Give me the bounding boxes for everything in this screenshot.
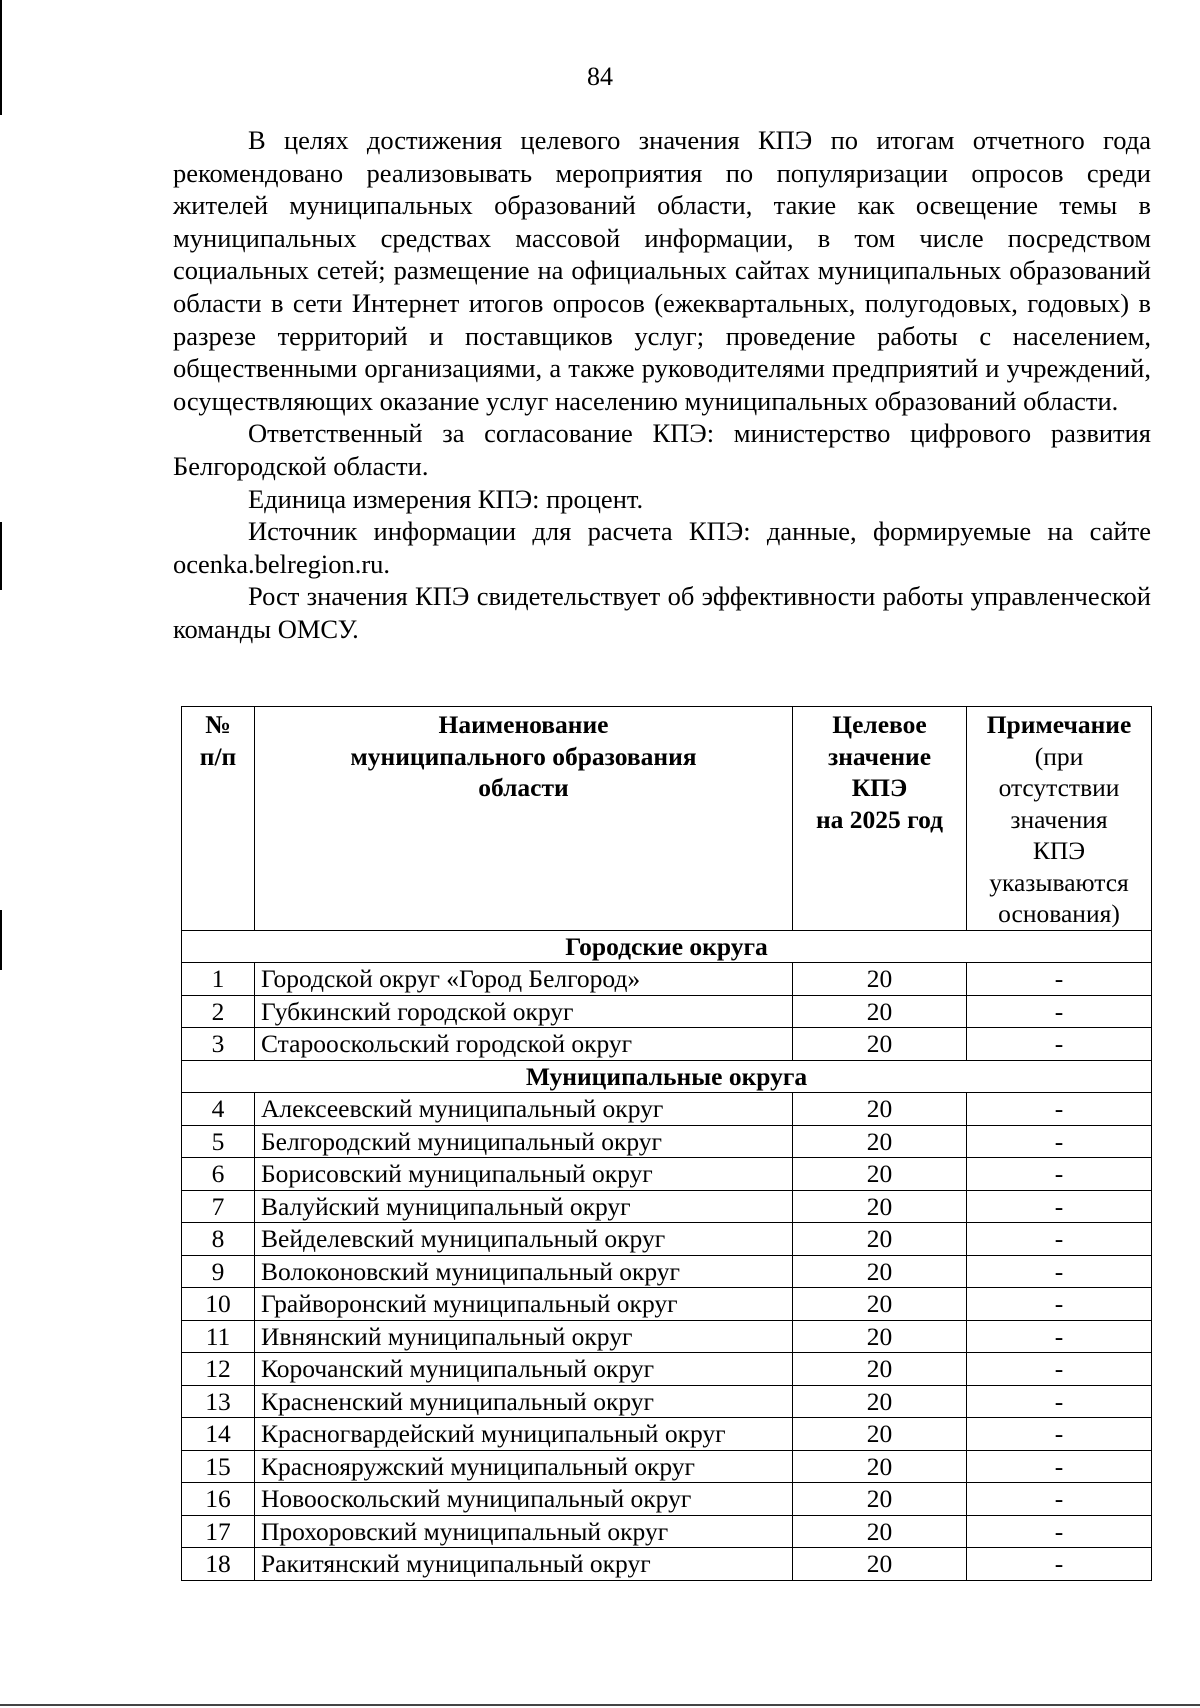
scan-edge-mark bbox=[0, 522, 2, 590]
row-note: - bbox=[967, 1093, 1152, 1126]
table-section-row bbox=[182, 1060, 1152, 1093]
table-row bbox=[182, 1190, 1152, 1223]
table-row bbox=[182, 1483, 1152, 1516]
table-row bbox=[182, 1028, 1152, 1061]
row-note: - bbox=[967, 1158, 1152, 1191]
row-note: - bbox=[967, 1385, 1152, 1418]
row-number: 8 bbox=[182, 1223, 255, 1256]
paragraph-unit: Единица измерения КПЭ: процент. bbox=[248, 483, 644, 514]
row-target-value: 20 bbox=[793, 1483, 967, 1516]
table-row bbox=[182, 995, 1152, 1028]
row-target-value: 20 bbox=[793, 1255, 967, 1288]
row-name: Старооскольский городской округ bbox=[255, 1028, 793, 1061]
table-row bbox=[182, 1093, 1152, 1126]
row-target-value: 20 bbox=[793, 1418, 967, 1451]
table-row bbox=[182, 1418, 1152, 1451]
row-name: Губкинский городской округ bbox=[255, 995, 793, 1028]
table-row bbox=[182, 1255, 1152, 1288]
page-number: 84 bbox=[587, 62, 613, 91]
row-name: Красногвардейский муниципальный округ bbox=[255, 1418, 793, 1451]
header-note: Примечание (при отсутствии значения КПЭ указываются основания) bbox=[967, 707, 1152, 931]
paragraph-recommendations: В целях достижения целевого значения КПЭ по итогам отчетного года рекомендовано реализовывать мероприятия по популяризации опросов среди жителей муниципальных образований области, такие как освещение темы в муниципальных средствах массовой информации, в том числе посредством социальных сетей; размещение на официальных сайтах муниципальных образований области в сети Интернет итогов опросов (ежеквартальных, полугодовых, годовых) в разрезе территорий и поставщиков услуг; проведение работы с населением, общественными организациями, а также руководителями предприятий и учреждений, осуществляющих оказание услуг населению муниципальных образований области. bbox=[173, 125, 1151, 416]
body-text bbox=[173, 124, 1151, 646]
scan-bottom-edge bbox=[0, 1704, 1200, 1706]
row-number: 10 bbox=[182, 1288, 255, 1321]
row-number: 15 bbox=[182, 1450, 255, 1483]
row-target-value: 20 bbox=[793, 1450, 967, 1483]
table-row bbox=[182, 1450, 1152, 1483]
header-name: Наименование муниципального образования области bbox=[255, 707, 793, 931]
row-name: Алексеевский муниципальный округ bbox=[255, 1093, 793, 1126]
row-target-value: 20 bbox=[793, 1515, 967, 1548]
row-target-value: 20 bbox=[793, 1093, 967, 1126]
row-note: - bbox=[967, 1450, 1152, 1483]
row-target-value: 20 bbox=[793, 1353, 967, 1386]
row-note: - bbox=[967, 995, 1152, 1028]
row-note: - bbox=[967, 1418, 1152, 1451]
row-name: Прохоровский муниципальный округ bbox=[255, 1515, 793, 1548]
row-number: 2 bbox=[182, 995, 255, 1028]
row-number: 5 bbox=[182, 1125, 255, 1158]
row-number: 18 bbox=[182, 1548, 255, 1581]
row-name: Белгородский муниципальный округ bbox=[255, 1125, 793, 1158]
row-note: - bbox=[967, 1353, 1152, 1386]
row-target-value: 20 bbox=[793, 1158, 967, 1191]
table-row bbox=[182, 1288, 1152, 1321]
row-name: Грайворонский муниципальный округ bbox=[255, 1288, 793, 1321]
row-number: 3 bbox=[182, 1028, 255, 1061]
row-number: 7 bbox=[182, 1190, 255, 1223]
row-note: - bbox=[967, 1223, 1152, 1256]
row-note: - bbox=[967, 1320, 1152, 1353]
row-note: - bbox=[967, 1255, 1152, 1288]
row-number: 4 bbox=[182, 1093, 255, 1126]
row-note: - bbox=[967, 1288, 1152, 1321]
row-target-value: 20 bbox=[793, 995, 967, 1028]
row-name: Волоконовский муниципальный округ bbox=[255, 1255, 793, 1288]
section-title: Городские округа bbox=[182, 930, 1152, 963]
row-number: 14 bbox=[182, 1418, 255, 1451]
row-name: Новооскольский муниципальный округ bbox=[255, 1483, 793, 1516]
row-number: 13 bbox=[182, 1385, 255, 1418]
table-row bbox=[182, 1320, 1152, 1353]
row-target-value: 20 bbox=[793, 1320, 967, 1353]
table-row bbox=[182, 1515, 1152, 1548]
header-target: Целевое значение КПЭ на 2025 год bbox=[793, 707, 967, 931]
header-num: № п/п bbox=[182, 707, 255, 931]
row-note: - bbox=[967, 1548, 1152, 1581]
row-name: Корочанский муниципальный округ bbox=[255, 1353, 793, 1386]
row-name: Красненский муниципальный округ bbox=[255, 1385, 793, 1418]
row-number: 1 bbox=[182, 963, 255, 996]
row-note: - bbox=[967, 1028, 1152, 1061]
row-number: 11 bbox=[182, 1320, 255, 1353]
row-number: 6 bbox=[182, 1158, 255, 1191]
row-name: Валуйский муниципальный округ bbox=[255, 1190, 793, 1223]
row-target-value: 20 bbox=[793, 1190, 967, 1223]
row-number: 12 bbox=[182, 1353, 255, 1386]
section-title: Муниципальные округа bbox=[182, 1060, 1152, 1093]
row-target-value: 20 bbox=[793, 1028, 967, 1061]
row-number: 17 bbox=[182, 1515, 255, 1548]
paragraph-source: Источник информации для расчета КПЭ: данные, формируемые на сайте ocenka.belregion.ru. bbox=[173, 516, 1151, 579]
row-name: Краснояружский муниципальный округ bbox=[255, 1450, 793, 1483]
table-section-row bbox=[182, 930, 1152, 963]
row-target-value: 20 bbox=[793, 1385, 967, 1418]
row-target-value: 20 bbox=[793, 1223, 967, 1256]
row-note: - bbox=[967, 1125, 1152, 1158]
row-number: 16 bbox=[182, 1483, 255, 1516]
table-row bbox=[182, 1548, 1152, 1581]
row-note: - bbox=[967, 1483, 1152, 1516]
table-row bbox=[182, 1223, 1152, 1256]
row-name: Ивнянский муниципальный округ bbox=[255, 1320, 793, 1353]
row-target-value: 20 bbox=[793, 963, 967, 996]
paragraph-responsible: Ответственный за согласование КПЭ: министерство цифрового развития Белгородской области. bbox=[173, 418, 1151, 481]
table-row bbox=[182, 1158, 1152, 1191]
table-row bbox=[182, 1353, 1152, 1386]
row-target-value: 20 bbox=[793, 1288, 967, 1321]
row-name: Борисовский муниципальный округ bbox=[255, 1158, 793, 1191]
table-body bbox=[182, 930, 1152, 1580]
row-number: 9 bbox=[182, 1255, 255, 1288]
scan-edge-mark bbox=[0, 910, 2, 970]
table-row bbox=[182, 963, 1152, 996]
row-target-value: 20 bbox=[793, 1125, 967, 1158]
row-note: - bbox=[967, 963, 1152, 996]
table-header-row bbox=[182, 707, 1152, 931]
row-note: - bbox=[967, 1190, 1152, 1223]
row-name: Вейделевский муниципальный округ bbox=[255, 1223, 793, 1256]
row-name: Городской округ «Город Белгород» bbox=[255, 963, 793, 996]
paragraph-growth: Рост значения КПЭ свидетельствует об эффективности работы управленческой команды ОМСУ. bbox=[173, 581, 1151, 644]
scan-edge-mark bbox=[0, 0, 2, 115]
row-target-value: 20 bbox=[793, 1548, 967, 1581]
table-row bbox=[182, 1385, 1152, 1418]
kpe-targets-table bbox=[181, 706, 1152, 1581]
table-row bbox=[182, 1125, 1152, 1158]
row-note: - bbox=[967, 1515, 1152, 1548]
row-name: Ракитянский муниципальный округ bbox=[255, 1548, 793, 1581]
